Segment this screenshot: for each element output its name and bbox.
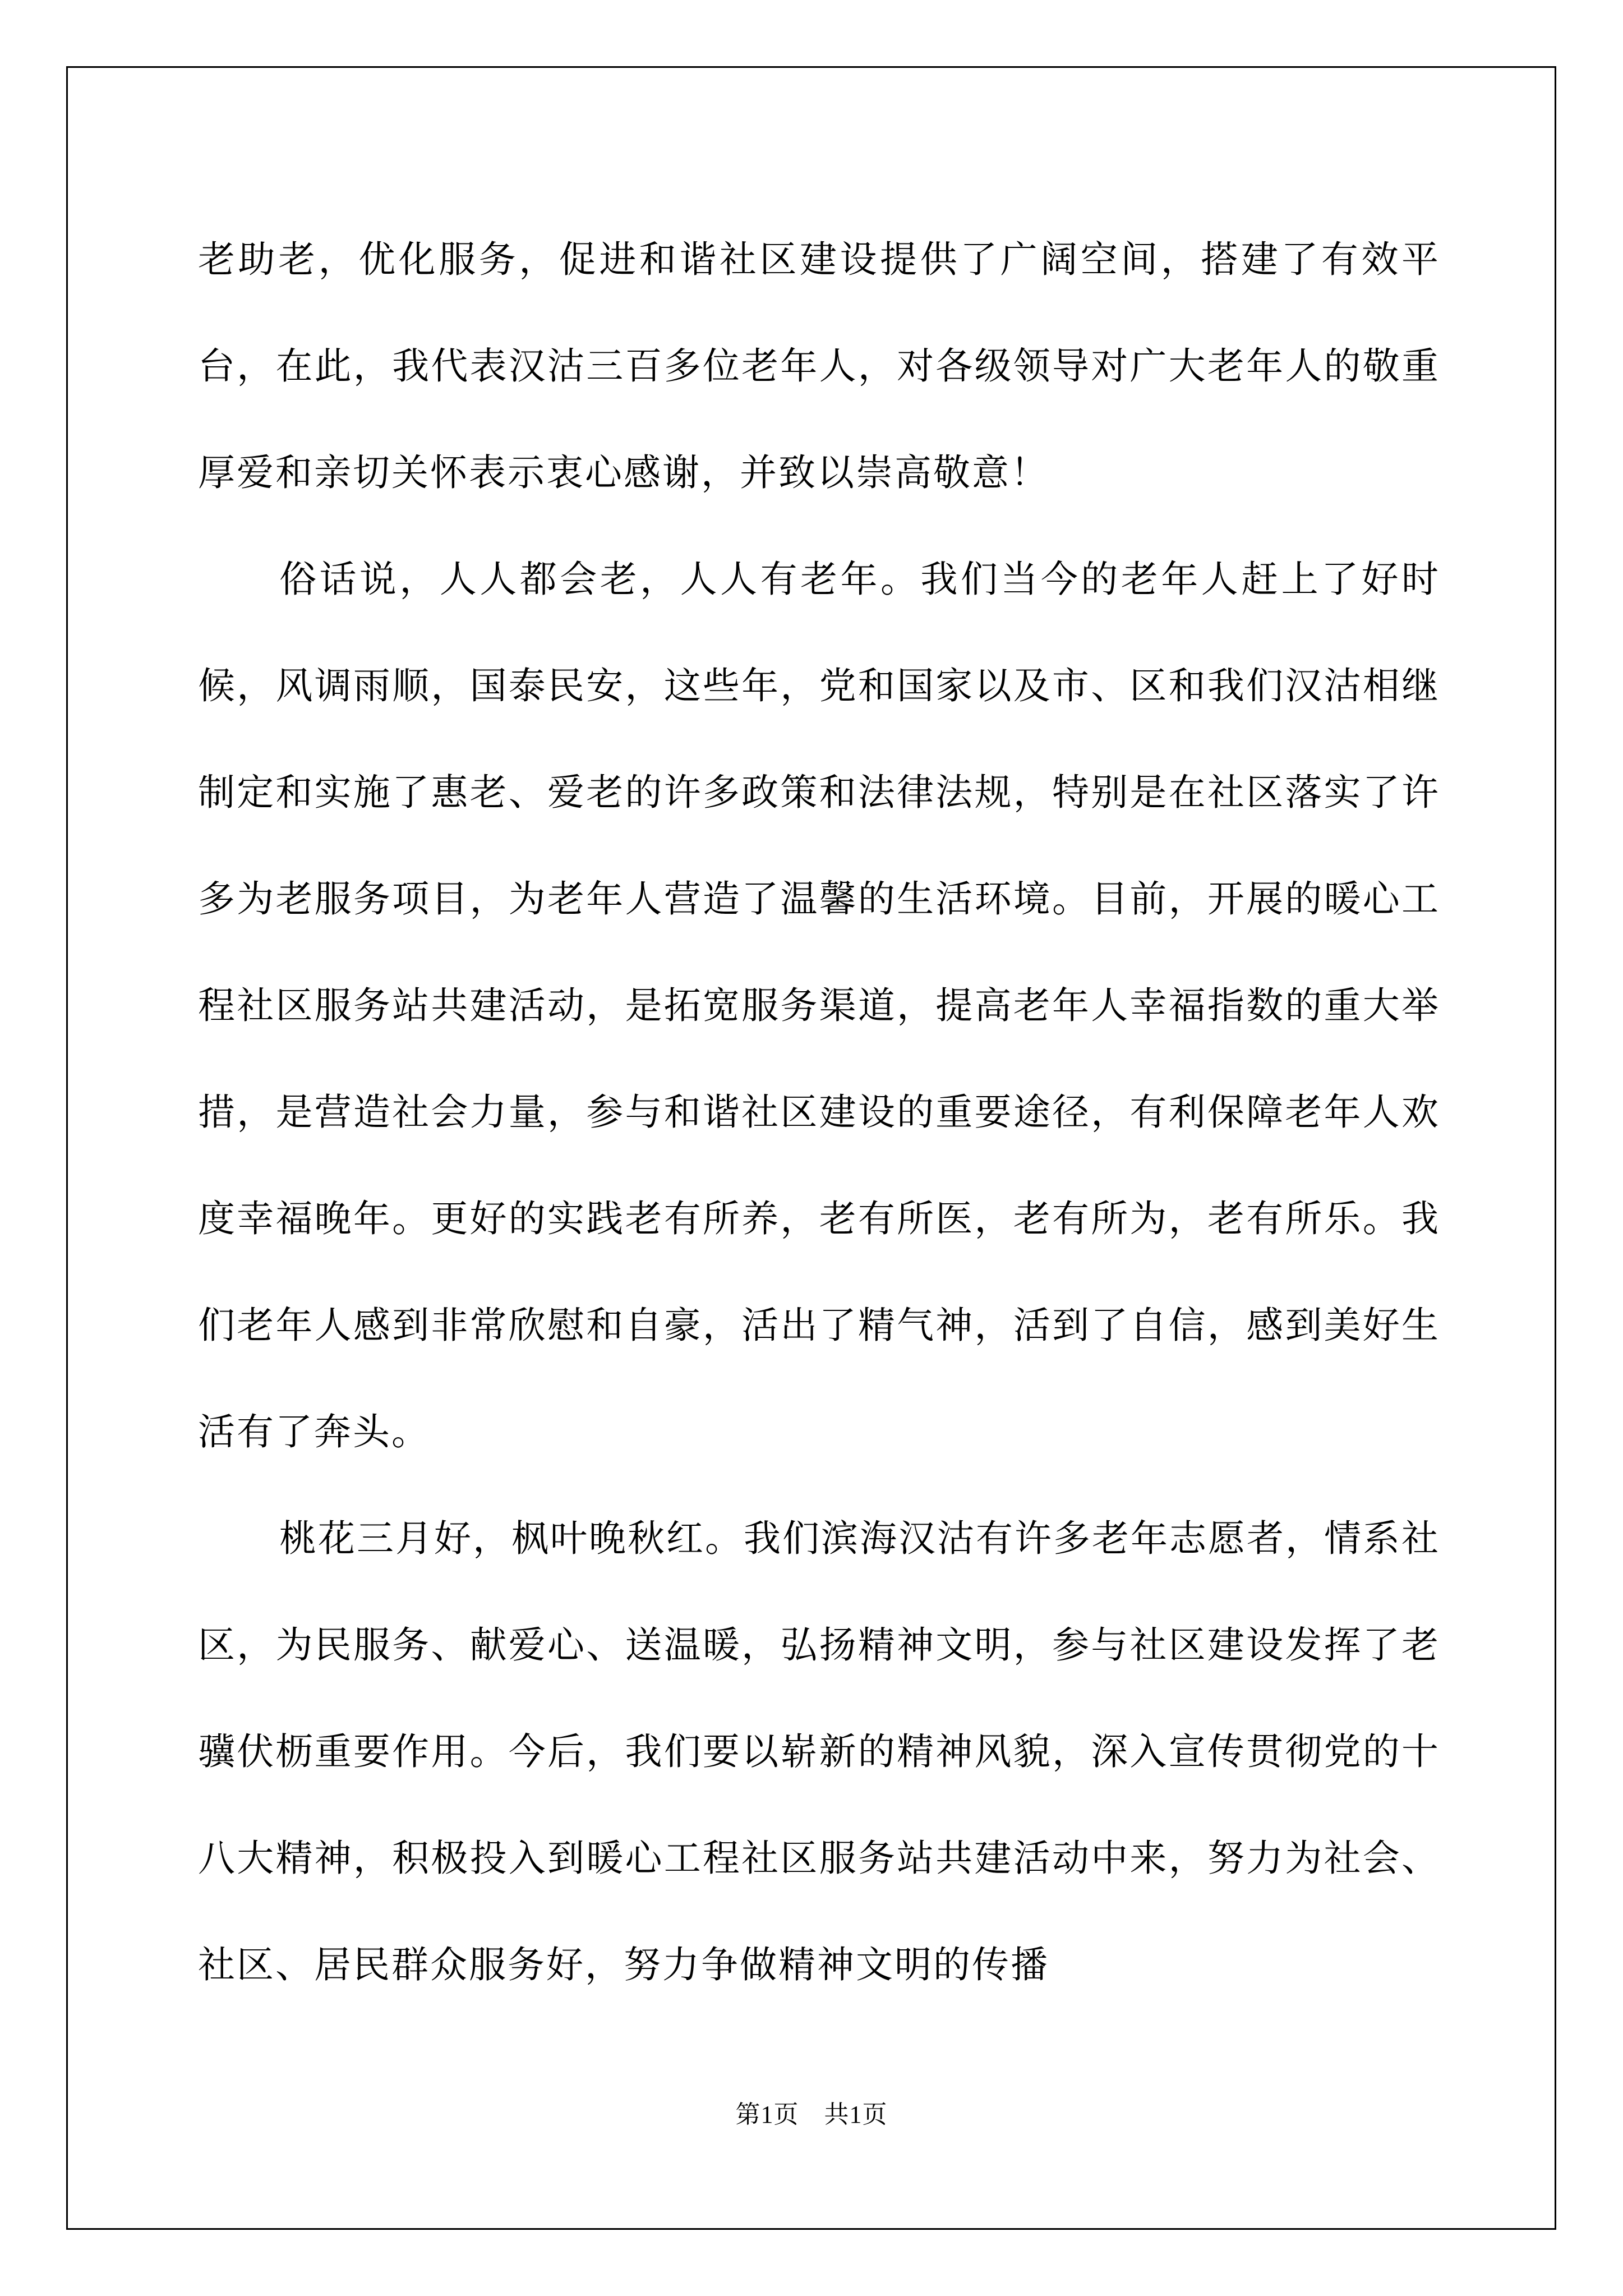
paragraph-1: 老助老，优化服务，促进和谐社区建设提供了广阔空间，搭建了有效平台，在此，我代表汉沽三百多位老年人，对各级领导对广大老年人的敬重厚爱和亲切关怀表示衷心感谢，并致以崇高敬意！ <box>198 238 1440 494</box>
page-total: 共1页 <box>824 2101 888 2128</box>
page-footer <box>0 2098 1623 2132</box>
paragraph-3: 桃花三月好，枫叶晚秋红。我们滨海汉沽有许多老年志愿者，情系社区，为民服务、献爱心、送温暖，弘扬精神文明，参与社区建设发挥了老骥伏枥重要作用。今后，我们要以崭新的精神风貌，深入宣传贯彻党的十八大精神，积极投入到暖心工程社区服务站共建活动中来，努力为社会、社区、居民群众服务好，努力争做精神文明的传播 <box>198 1517 1440 1986</box>
document-body <box>198 206 1440 2018</box>
page-number: 第1页 <box>735 2101 799 2128</box>
paragraph-2: 俗话说，人人都会老，人人有老年。我们当今的老年人赶上了好时候，风调雨顺，国泰民安，这些年，党和国家以及市、区和我们汉沽相继制定和实施了惠老、爱老的许多政策和法律法规，特别是在社区落实了许多为老服务项目，为老年人营造了温馨的生活环境。目前，开展的暖心工程社区服务站共建活动，是拓宽服务渠道，提高老年人幸福指数的重大举措，是营造社会力量，参与和谐社区建设的重要途径，有利保障老年人欢度幸福晚年。更好的实践老有所养，老有所医，老有所为，老有所乐。我们老年人感到非常欣慰和自豪，活出了精气神，活到了自信，感到美好生活有了奔头。 <box>198 558 1440 1453</box>
